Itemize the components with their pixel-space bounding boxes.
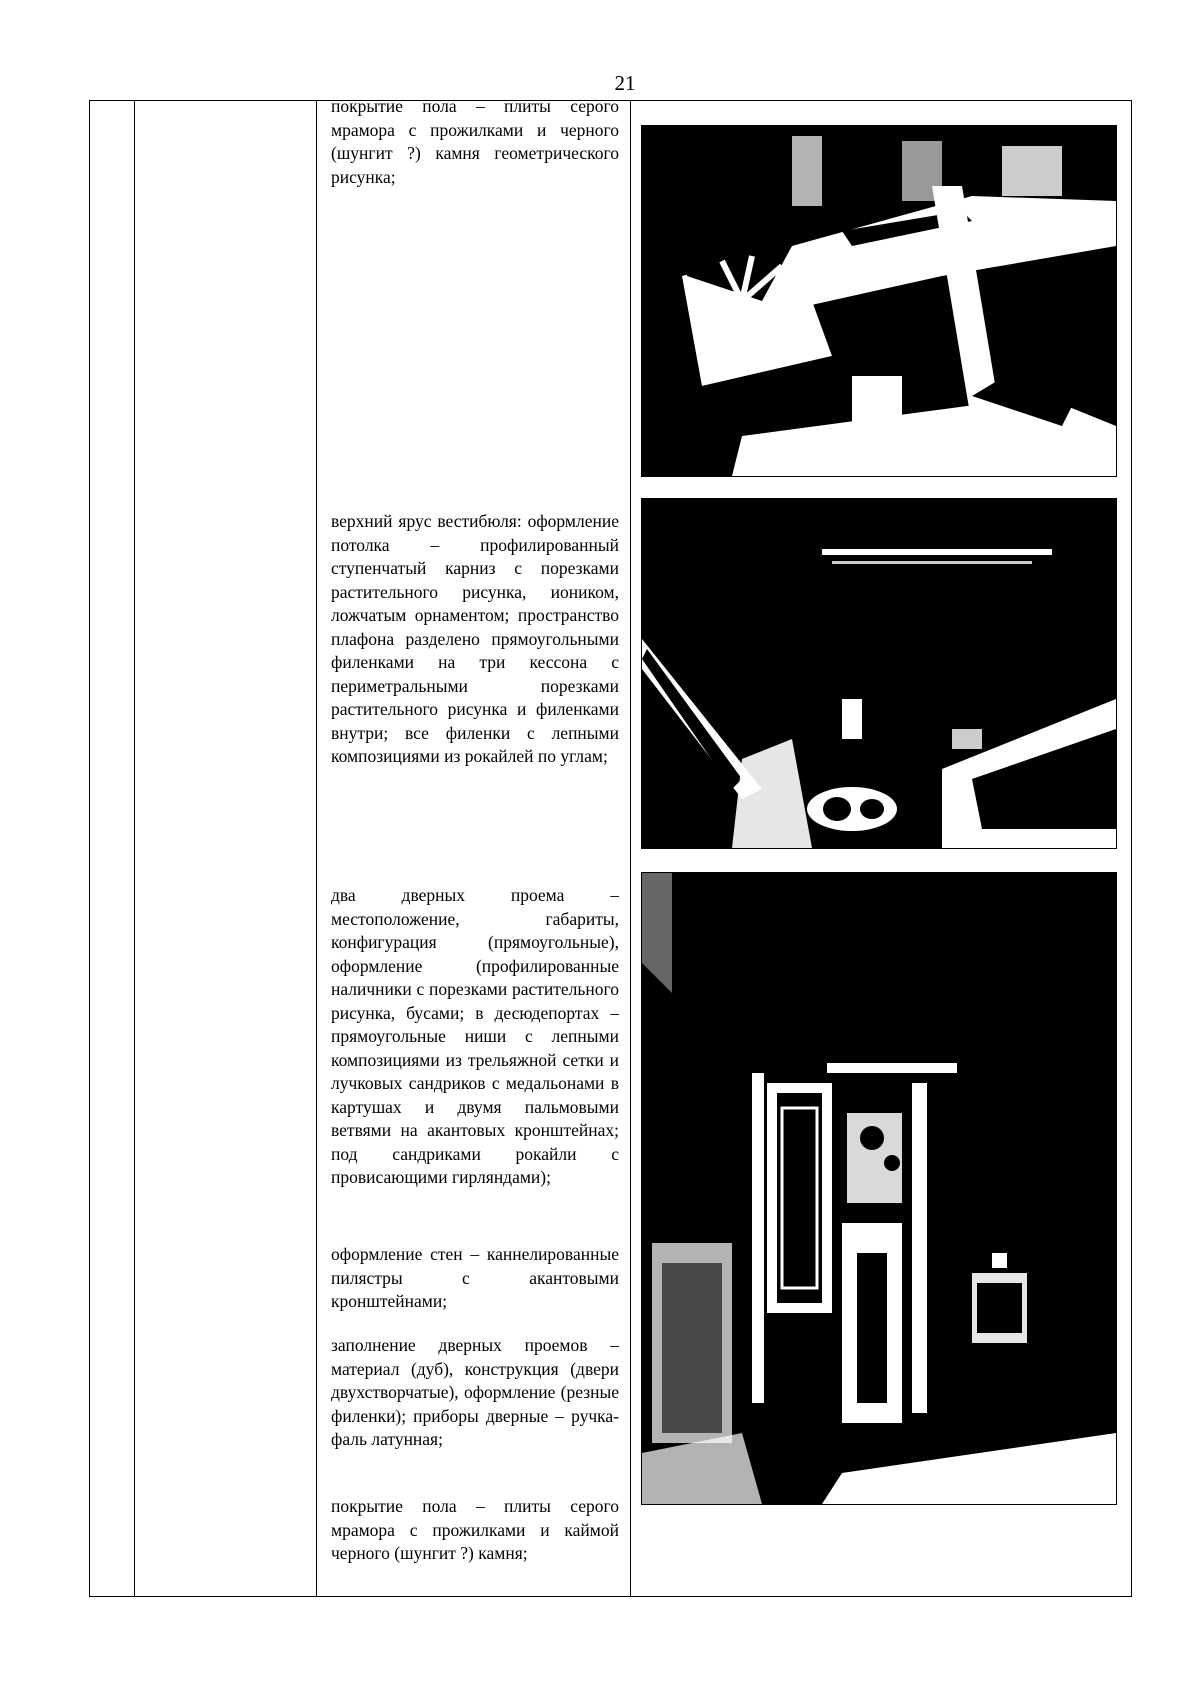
page-number: 21	[614, 71, 636, 95]
floor-covering-text: покрытие пола – плиты серого мрамора с прожилками и черного (шунгит ?) камня геометрического рисунка;	[331, 96, 619, 187]
upper-tier-ceiling-text: верхний ярус вестибюля: оформление потолка – профилированный ступенчатый карниз с порезками растительного рисунка, иоником, ложчатым орнаментом; пространство плафона разделено прямоугольными филенками на три кессона с периметральными порезками растительного рисунка и филенками внутри; все филенки с лепными композициями из рокайлей по углам;	[331, 511, 619, 766]
photo-floor	[641, 125, 1117, 477]
table-cell-photos	[631, 101, 1132, 1597]
table-cell-description	[317, 96, 631, 1597]
floor-covering-border-text: покрытие пола – плиты серого мрамора с прожилками и каймой черного (шунгит ?) камня;	[331, 1496, 619, 1563]
table-cell-number	[90, 101, 135, 1597]
ceiling-photo-graphic	[642, 499, 1116, 848]
doorway-photo-graphic	[642, 873, 1116, 1504]
photo-doorway	[641, 872, 1117, 1505]
wall-decoration-text: оформление стен – каннелированные пилястры с акантовыми кронштейнами;	[331, 1244, 619, 1311]
door-filling-text: заполнение дверных проемов – материал (дуб), конструкция (двери двухстворчатые), оформление (резные филенки); приборы дверные – ручка-фаль латунная;	[331, 1335, 619, 1449]
table-cell-name	[135, 101, 317, 1597]
door-openings-text: два дверных проема – местоположение, габариты, конфигурация (прямоугольные), оформление (профилированные наличники с порезками растительного рисунка, бусами; в десюдепортах – прямоугольные ниши с лепными композициями из трельяжной сетки и лучковых сандриков с медальонами в картушах и двумя пальмовыми ветвями на акантовых кронштейнах; под сандриками рокайли с провисающими гирляндами);	[331, 885, 619, 1187]
floor-photo-graphic	[642, 126, 1116, 476]
photo-ceiling	[641, 498, 1117, 849]
document-table	[89, 96, 1132, 1597]
